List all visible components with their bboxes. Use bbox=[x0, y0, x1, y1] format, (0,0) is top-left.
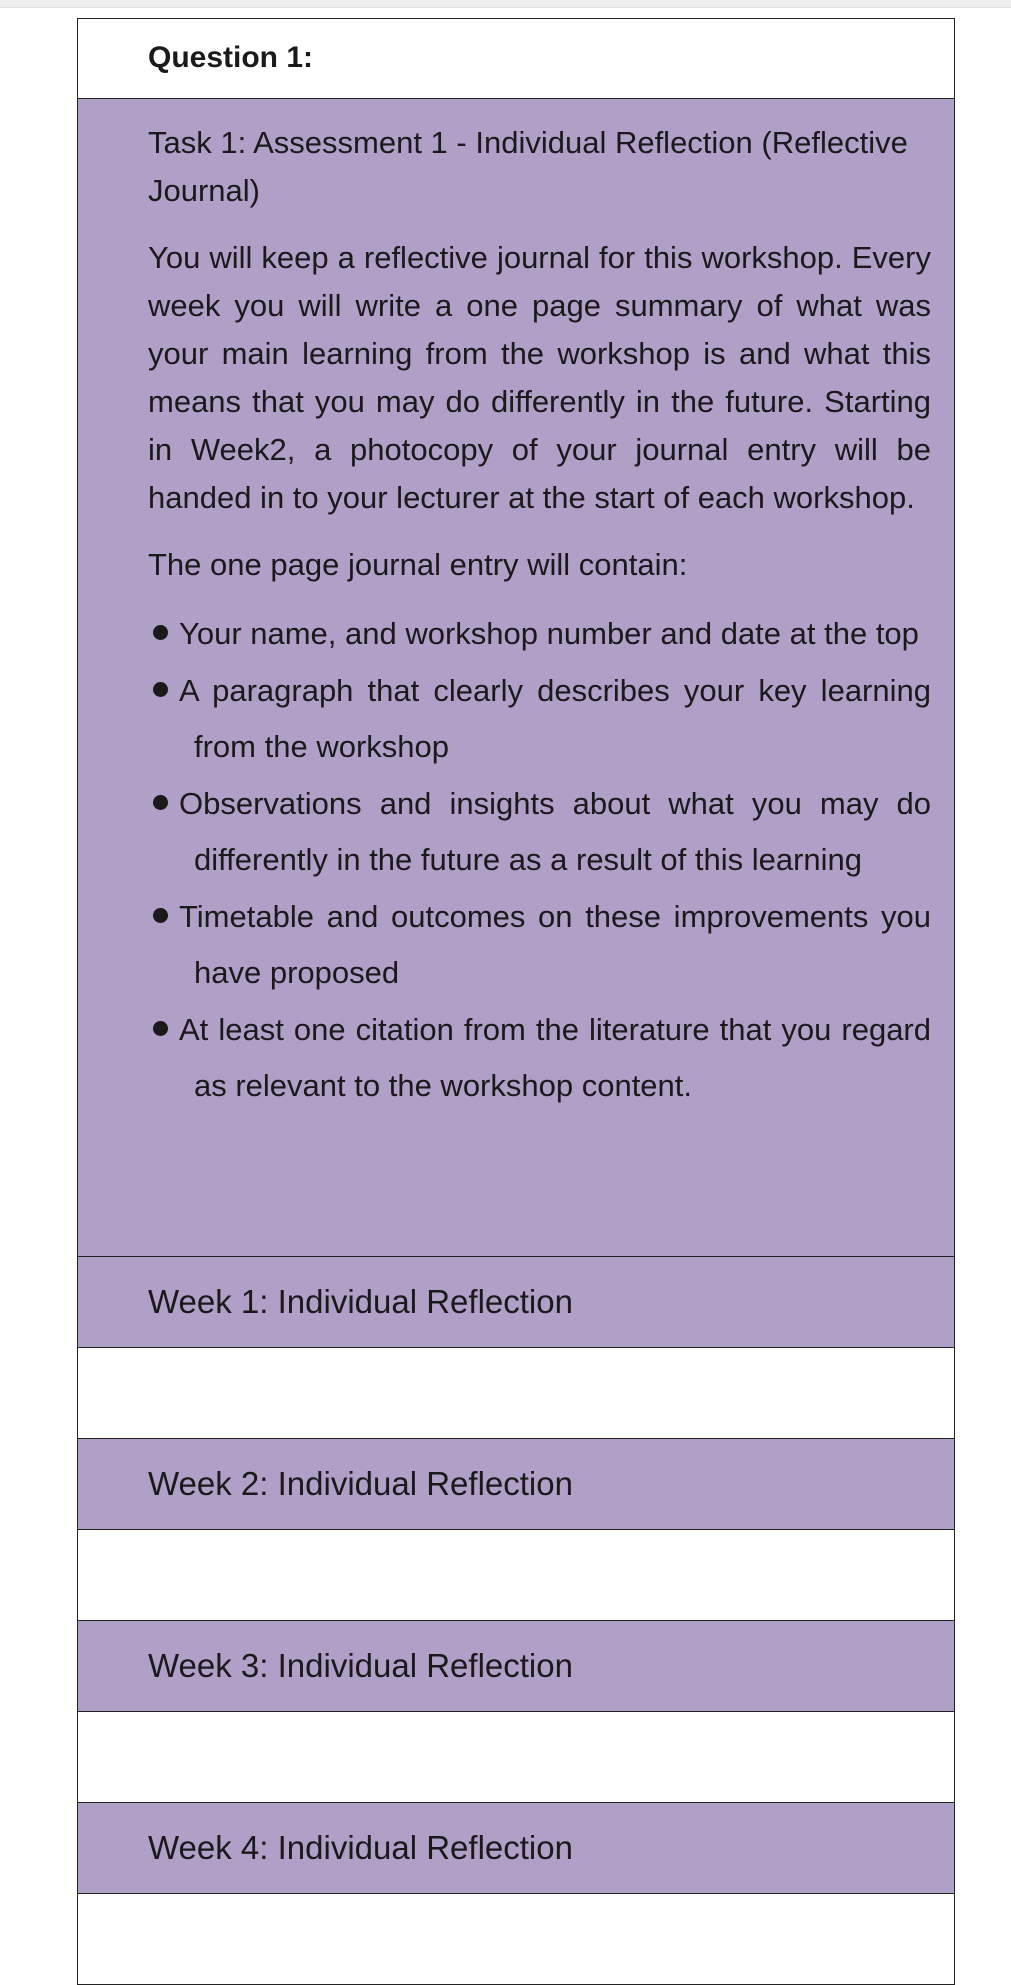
week-2-label: Week 2: Individual Reflection bbox=[148, 1465, 573, 1502]
question-title: Question 1: bbox=[148, 40, 314, 74]
week-4-header bbox=[78, 1803, 954, 1894]
task-title: Task 1: Assessment 1 - Individual Reflection (Reflective Journal) bbox=[148, 125, 908, 208]
list-item-text: A paragraph that clearly describes your key learning from the workshop bbox=[179, 673, 931, 764]
contains-intro: The one page journal entry will contain: bbox=[148, 547, 688, 582]
week-3-response-cell[interactable] bbox=[78, 1712, 954, 1803]
week-3-label: Week 3: Individual Reflection bbox=[148, 1647, 573, 1684]
week-2-header bbox=[78, 1439, 954, 1530]
list-item-text: Observations and insights about what you may do differently in the future as a result of this learning bbox=[179, 786, 931, 877]
list-item bbox=[138, 1002, 931, 1114]
reflection-table bbox=[77, 18, 955, 1985]
week-2-response-cell[interactable] bbox=[78, 1530, 954, 1621]
week-4-response-cell[interactable] bbox=[78, 1894, 954, 1985]
bullet-icon bbox=[153, 908, 168, 923]
list-item bbox=[138, 776, 931, 888]
task-description-cell bbox=[78, 99, 954, 1257]
week-1-response-cell[interactable] bbox=[78, 1348, 954, 1439]
list-item bbox=[138, 889, 931, 1001]
question-row bbox=[78, 19, 954, 99]
requirements-list bbox=[138, 606, 931, 1114]
bullet-icon bbox=[153, 625, 168, 640]
week-1-label: Week 1: Individual Reflection bbox=[148, 1283, 573, 1320]
list-item-text: At least one citation from the literature that you regard as relevant to the workshop content. bbox=[179, 1012, 931, 1103]
task-paragraph: You will keep a reflective journal for this workshop. Every week you will write a one page summary of what was your main learning from the workshop is and what this means that you may do differently in the future. Starting in Week2, a photocopy of your journal entry will be handed in to your lecturer at the start of each workshop. bbox=[148, 240, 931, 515]
viewer-top-bar bbox=[0, 0, 1011, 8]
bullet-icon bbox=[153, 682, 168, 697]
week-4-label: Week 4: Individual Reflection bbox=[148, 1829, 573, 1866]
list-item bbox=[138, 606, 931, 662]
list-item-text: Your name, and workshop number and date at the top bbox=[179, 616, 919, 651]
bullet-icon bbox=[153, 1021, 168, 1036]
week-1-header bbox=[78, 1257, 954, 1348]
list-item-text: Timetable and outcomes on these improvements you have proposed bbox=[179, 899, 931, 990]
list-item bbox=[138, 663, 931, 775]
bullet-icon bbox=[153, 795, 168, 810]
week-3-header bbox=[78, 1621, 954, 1712]
